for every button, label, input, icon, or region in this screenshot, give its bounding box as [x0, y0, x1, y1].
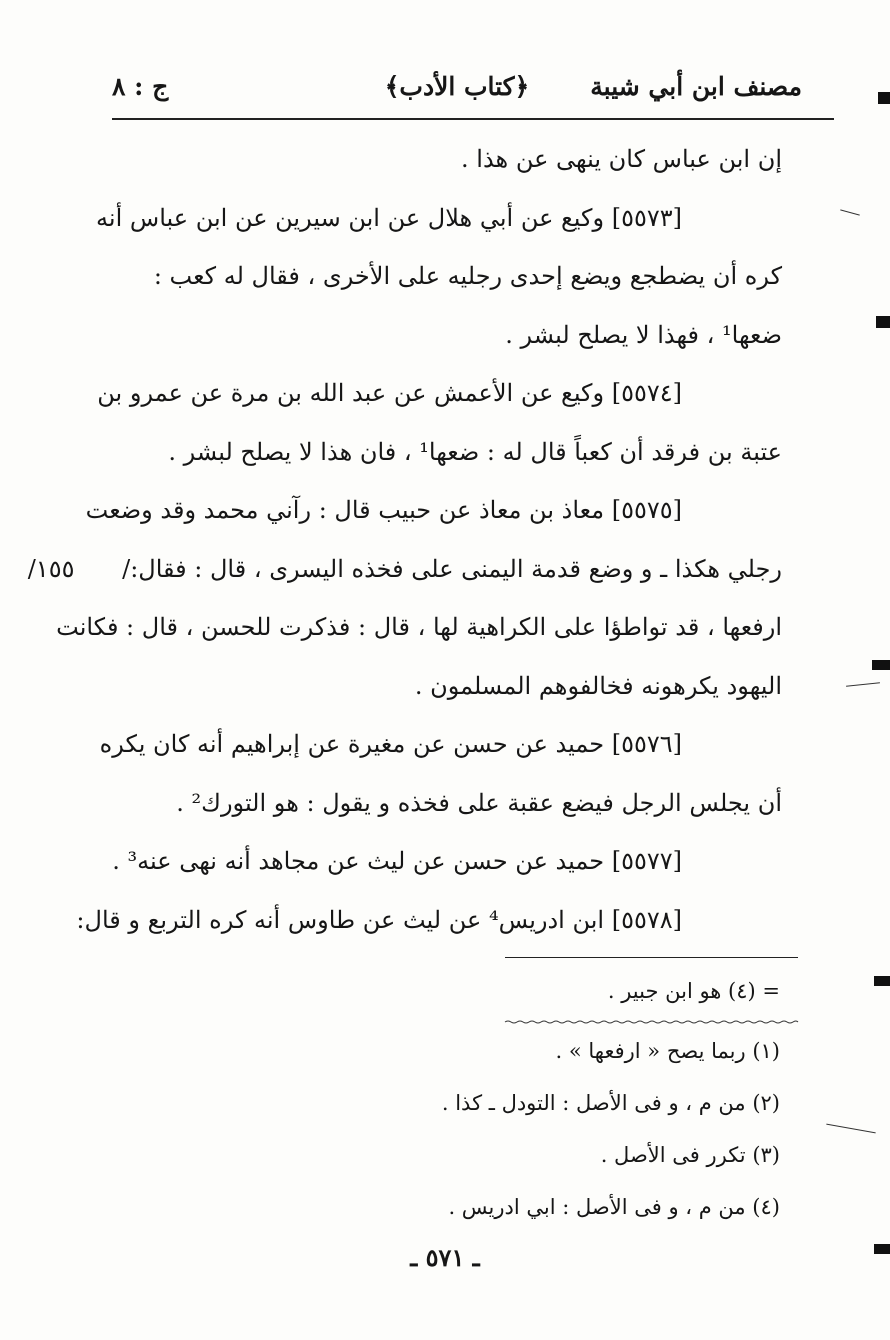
- chapter-title: ﴿كتاب الأدب﴾: [384, 72, 530, 101]
- footnote-item: (٤) من م ، و فى الأصل : ابي ادريس .: [448, 1195, 780, 1219]
- text-line-with-margin-note: [27, 540, 782, 599]
- volume-number: ج : ٨: [112, 72, 169, 101]
- text-line: إن ابن عباس كان ينهى عن هذا .: [461, 145, 782, 173]
- main-text: [27, 130, 782, 949]
- scan-tick: [846, 682, 880, 687]
- book-title: مصنف ابن أبي شيبة: [590, 72, 802, 101]
- footnote-item: (٢) من م ، و فى الأصل : التودل ـ كذا .: [441, 1091, 780, 1115]
- footnote-item: (١) ربما يصح « ارفعها » .: [555, 1039, 780, 1063]
- scan-mark: [878, 92, 890, 104]
- footnote-wavy-rule: [505, 1020, 798, 1024]
- text-line: [٥٥٧٦] حميد عن حسن عن مغيرة عن إبراهيم أنه كان يكره: [99, 730, 682, 758]
- text-line: [٥٥٧٧] حميد عن حسن عن ليث عن مجاهد أنه نهى عنه³ .: [112, 847, 682, 875]
- text-line: عتبة بن فرقد أن كعباً قال له : ضعها¹ ، فان هذا لا يصلح لبشر .: [168, 437, 782, 466]
- text-line: ضعها¹ ، فهذا لا يصلح لبشر .: [505, 320, 782, 349]
- page-number: ـ ٥٧١ ـ: [410, 1243, 480, 1272]
- scan-mark: [874, 976, 890, 986]
- footnote-continued: = (٤) هو ابن جبير .: [607, 979, 780, 1003]
- scan-tick: [840, 209, 860, 215]
- text-line-content: رجلي هكذا ـ و وضع قدمة اليمنى على فخذه اليسرى ، قال : فقال:/: [122, 554, 782, 583]
- footnote-separator: [505, 957, 798, 958]
- footnote-item: (٣) تكرر فى الأصل .: [600, 1143, 780, 1167]
- header-rule: [112, 118, 834, 120]
- margin-folio-number: ١٥٥/: [27, 554, 75, 583]
- scan-tick: [826, 1124, 875, 1134]
- scan-mark: [872, 660, 890, 670]
- scan-mark: [874, 1244, 890, 1254]
- running-header: [112, 62, 802, 116]
- text-line: [٥٥٧٣] وكيع عن أبي هلال عن ابن سيرين عن ابن عباس أنه: [96, 203, 682, 232]
- text-line: [٥٥٧٤] وكيع عن الأعمش عن عبد الله بن مرة عن عمرو بن: [97, 379, 682, 407]
- text-line: كره أن يضطجع ويضع إحدى رجليه على الأخرى ، فقال له كعب :: [153, 262, 782, 290]
- text-line: ارفعها ، قد تواطؤا على الكراهية لها ، قال : فذكرت للحسن ، قال : فكانت: [56, 613, 782, 641]
- text-line: [٥٥٧٨] ابن ادريس⁴ عن ليث عن طاوس أنه كره التربع و قال:: [76, 905, 682, 934]
- text-line: أن يجلس الرجل فيضع عقبة على فخذه و يقول : هو التورك² .: [176, 788, 782, 817]
- scan-mark: [876, 316, 890, 328]
- text-line: [٥٥٧٥] معاذ بن معاذ عن حبيب قال : رآني محمد وقد وضعت: [85, 496, 682, 524]
- footnotes: [300, 965, 780, 1233]
- text-line: اليهود يكرهونه فخالفوهم المسلمون .: [414, 671, 782, 700]
